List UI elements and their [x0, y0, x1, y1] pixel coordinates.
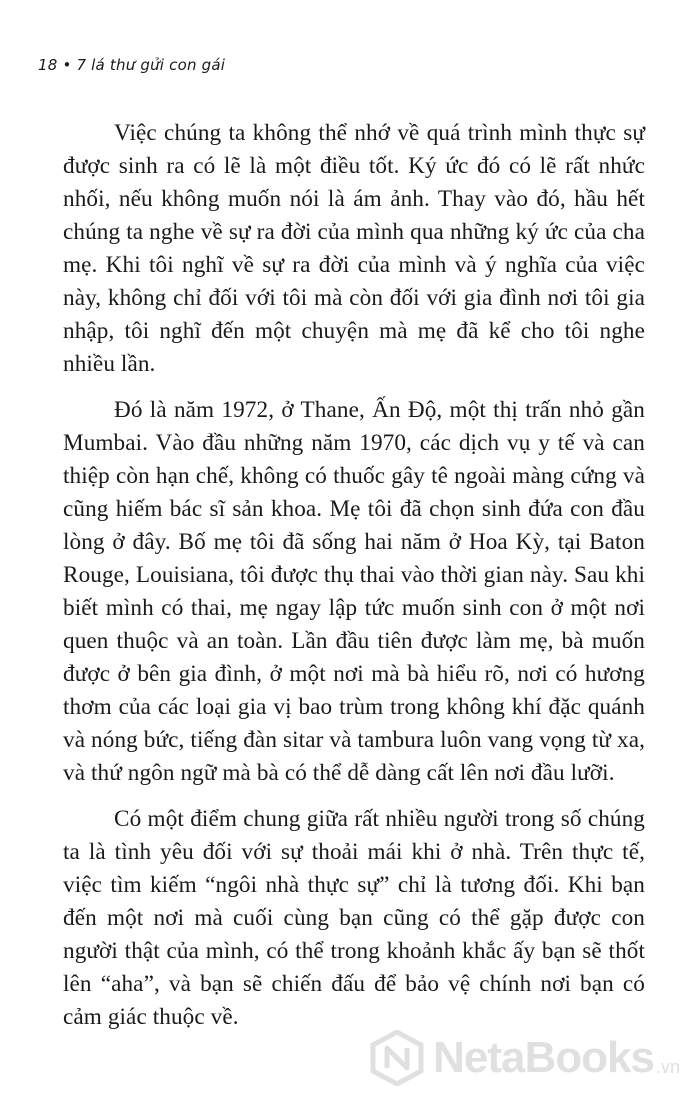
watermark-brand: NetaBooks: [433, 1033, 654, 1082]
paragraph-1: Việc chúng ta không thể nhớ về quá trình mình thực sự được sinh ra có lẽ là một điều tốt. Ký ức đó có lẽ rất nhức nhối, nếu không muốn nói là ám ảnh. Thay vào đó, hầu hết chúng ta nghe về sự ra đời của mình qua những ký ức của cha mẹ. Khi tôi nghĩ về sự ra đời của mình và ý nghĩa của việc này, không chỉ đối với tôi mà còn đối với gia đình nơi tôi gia nhập, tôi nghĩ đến một chuyện mà mẹ đã kể cho tôi nghe nhiều lần.: [63, 120, 645, 377]
watermark-suffix: .vn: [655, 1057, 680, 1077]
netabooks-logo-icon: [369, 1030, 425, 1086]
watermark: [369, 1030, 680, 1086]
paragraph-2: Đó là năm 1972, ở Thane, Ấn Độ, một thị trấn nhỏ gần Mumbai. Vào đầu những năm 1970, các dịch vụ y tế và can thiệp còn hạn chế, không có thuốc gây tê ngoài màng cứng và cũng hiếm bác sĩ sản khoa. Mẹ tôi đã chọn sinh đứa con đầu lòng ở đây. Bố mẹ tôi đã sống hai năm ở Hoa Kỳ, tại Baton Rouge, Louisiana, tôi được thụ thai vào thời gian này. Sau khi biết mình có thai, mẹ ngay lập tức muốn sinh con ở một nơi quen thuộc và an toàn. Lần đầu tiên được làm mẹ, bà muốn được ở bên gia đình, ở một nơi mà bà hiểu rõ, nơi có hương thơm của các loại gia vị bao trùm trong không khí đặc quánh và nóng bức, tiếng đàn sitar và tambura luôn vang vọng từ xa, và thứ ngôn ngữ mà bà có thể dễ dàng cất lên nơi đầu lưỡi.: [63, 397, 645, 786]
paragraph-3: Có một điểm chung giữa rất nhiều người trong số chúng ta là tình yêu đối với sự thoải mái khi ở nhà. Trên thực tế, việc tìm kiếm “ngôi nhà thực sự” chỉ là tương đối. Khi bạn đến một nơi mà cuối cùng bạn cũng có thể gặp được con người thật của mình, có thể trong khoảnh khắc ấy bạn sẽ thốt lên “aha”, và bạn sẽ chiến đấu để bảo vệ chính nơi bạn có cảm giác thuộc về.: [63, 806, 645, 1030]
running-header: 18 • 7 lá thư gửi con gái: [38, 56, 226, 74]
page-body: [63, 117, 645, 1047]
